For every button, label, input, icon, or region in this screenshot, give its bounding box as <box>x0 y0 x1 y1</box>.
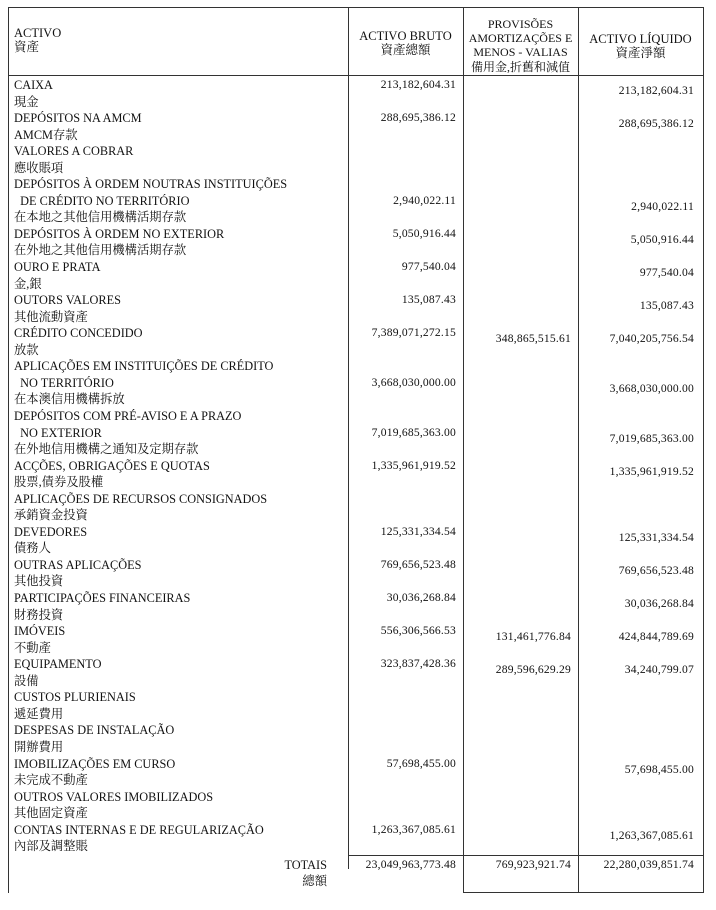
row-value-liquido: 213,182,604.31 <box>618 84 694 97</box>
table-row <box>8 722 704 755</box>
row-label-line: EQUIPAMENTO <box>14 657 102 672</box>
table-row <box>8 77 704 110</box>
row-label-line: 股票,債券及股權 <box>14 475 104 490</box>
table-row <box>8 789 704 822</box>
row-label-line: DE CRÉDITO NO TERRITÓRIO <box>14 193 190 208</box>
row-value-bruto: 556,306,566.53 <box>380 624 456 638</box>
header-bruto <box>348 29 463 57</box>
row-label-line: 不動產 <box>14 640 51 655</box>
row-value-bruto: 7,389,071,272.15 <box>371 326 456 340</box>
row-label-line: OURO E PRATA <box>14 260 101 275</box>
row-value-liquido: 288,695,386.12 <box>618 117 694 131</box>
row-value-bruto: 3,668,030,000.00 <box>371 375 456 389</box>
row-label <box>14 789 213 822</box>
table-row <box>8 491 704 524</box>
row-label-line: AMCM存款 <box>14 127 78 142</box>
row-label <box>14 822 264 855</box>
row-label-line: OUTROS VALORES IMOBILIZADOS <box>14 789 214 804</box>
table-row <box>8 292 704 325</box>
row-value-liquido: 1,263,367,085.61 <box>609 828 694 842</box>
row-label-line: 其他流動資產 <box>14 309 88 324</box>
row-label <box>14 77 53 110</box>
row-label-line: IMÓVEIS <box>14 624 66 639</box>
row-value-bruto: 288,695,386.12 <box>380 111 456 125</box>
row-label-line: OUTORS VALORES <box>14 293 121 308</box>
row-label-line: APLICAÇÕES DE RECURSOS CONSIGNADOS <box>14 491 268 506</box>
row-label-line: 其他固定資產 <box>14 806 88 821</box>
row-label <box>14 408 241 458</box>
row-value-liquido: 30,036,268.84 <box>624 597 694 611</box>
table-row <box>8 623 704 656</box>
totals-label <box>284 857 327 889</box>
row-label-line: 承銷資金投資 <box>14 508 88 523</box>
totals-liquido: 22,280,039,851.74 <box>603 858 694 871</box>
row-label <box>14 143 133 176</box>
table-row <box>8 358 704 408</box>
row-value-bruto: 7,019,685,363.00 <box>371 425 456 439</box>
row-value-provisoes: 289,596,629.29 <box>495 663 571 677</box>
row-value-liquido: 2,940,022.11 <box>631 199 694 213</box>
row-label-line: CONTAS INTERNAS E DE REGULARIZAÇÃO <box>14 822 264 837</box>
row-label-line: ACÇÕES, OBRIGAÇÕES E QUOTAS <box>14 458 210 473</box>
row-value-liquido: 424,844,789.69 <box>618 630 694 644</box>
header-prov-label-zh: 備用金,折舊和減值 <box>470 60 570 74</box>
header-liquido <box>578 32 703 60</box>
row-label-line: 其他投資 <box>14 574 64 589</box>
header-activo-label: ACTIVO <box>14 26 62 40</box>
row-label-line: 設備 <box>14 673 39 688</box>
row-value-liquido: 7,040,205,756.54 <box>609 332 694 346</box>
row-value-liquido: 769,656,523.48 <box>618 563 694 577</box>
row-value-bruto: 213,182,604.31 <box>380 78 456 91</box>
row-label <box>14 689 136 722</box>
row-label-line: 開辦費用 <box>14 739 64 754</box>
row-value-bruto: 1,263,367,085.61 <box>371 822 456 836</box>
row-label-line: 現金 <box>14 94 39 109</box>
table-border-bottom <box>463 892 704 893</box>
row-value-bruto: 1,335,961,919.52 <box>371 458 456 472</box>
row-value-bruto: 323,837,428.36 <box>380 657 456 671</box>
header-liquido-label-zh: 資產淨額 <box>615 46 666 60</box>
totals-divider <box>348 855 704 856</box>
row-label-line: DESPESAS DE INSTALAÇÃO <box>14 723 175 738</box>
row-value-bruto: 125,331,334.54 <box>380 524 456 538</box>
row-label <box>14 325 143 358</box>
row-label-line: CUSTOS PLURIENAIS <box>14 690 136 705</box>
row-label-line: VALORES A COBRAR <box>14 144 134 159</box>
row-label-line: 應收賬項 <box>14 160 64 175</box>
row-value-liquido: 34,240,799.07 <box>624 663 694 677</box>
row-label-line: OUTRAS APLICAÇÕES <box>14 557 142 572</box>
table-row <box>8 226 704 259</box>
row-label-line: 遞延費用 <box>14 706 64 721</box>
row-label <box>14 110 142 143</box>
table-row <box>8 822 704 855</box>
row-label-line: 內部及調整賬 <box>14 839 88 854</box>
totals-bruto: 23,049,963,773.48 <box>365 858 456 871</box>
row-label-line: 債務人 <box>14 541 51 556</box>
table-row <box>8 176 704 226</box>
totals-provisoes: 769,923,921.74 <box>495 858 571 871</box>
row-value-bruto: 57,698,455.00 <box>386 756 456 770</box>
row-label <box>14 458 210 491</box>
header-provisoes <box>463 17 578 74</box>
row-value-liquido: 3,668,030,000.00 <box>609 381 694 395</box>
row-label-line: DEPÓSITOS À ORDEM NO EXTERIOR <box>14 226 225 241</box>
table-row <box>8 259 704 292</box>
row-label-line: DEVEDORES <box>14 524 88 539</box>
row-label <box>14 722 174 755</box>
header-bruto-label: ACTIVO BRUTO <box>359 29 452 43</box>
row-label <box>14 358 273 408</box>
table-row <box>8 408 704 458</box>
row-label-line: PARTICIPAÇÕES FINANCEIRAS <box>14 591 191 606</box>
totals-label-pt: TOTAIS <box>284 858 327 872</box>
row-label-line: DEPÓSITOS NA AMCM <box>14 111 142 126</box>
row-label <box>14 656 101 689</box>
row-label-line: 在本澳信用機構拆放 <box>14 392 125 407</box>
row-label-line: 在外地之其他信用機構活期存款 <box>14 243 187 258</box>
row-value-liquido: 125,331,334.54 <box>618 530 694 544</box>
table-row <box>8 656 704 689</box>
row-label <box>14 623 65 656</box>
row-label-line: DEPÓSITOS À ORDEM NOUTRAS INSTITUIÇÕES <box>14 177 288 192</box>
table-row <box>8 458 704 491</box>
table-row <box>8 325 704 358</box>
totals-label-zh: 總額 <box>302 874 327 888</box>
row-label-line: NO TERRITÓRIO <box>14 375 114 390</box>
header-prov-line3: MENOS - VALIAS <box>473 45 568 59</box>
header-activo <box>14 26 61 54</box>
table-row <box>8 689 704 722</box>
row-value-bruto: 2,940,022.11 <box>393 193 456 207</box>
row-label <box>14 259 100 292</box>
table-row <box>8 557 704 590</box>
balance-sheet-table <box>8 7 704 893</box>
row-value-bruto: 135,087.43 <box>401 293 456 307</box>
row-value-liquido: 135,087.43 <box>639 299 694 313</box>
row-value-provisoes: 131,461,776.84 <box>495 630 571 644</box>
row-label <box>14 292 121 325</box>
row-value-liquido: 5,050,916.44 <box>630 232 694 246</box>
row-value-bruto: 769,656,523.48 <box>380 557 456 571</box>
row-value-bruto: 30,036,268.84 <box>386 591 456 605</box>
header-divider <box>8 75 704 76</box>
header-bruto-label-zh: 資產總額 <box>380 43 431 57</box>
row-label <box>14 524 87 557</box>
row-label-line: APLICAÇÕES EM INSTITUIÇÕES DE CRÉDITO <box>14 359 274 374</box>
row-value-liquido: 7,019,685,363.00 <box>609 431 694 445</box>
row-label <box>14 226 224 259</box>
row-label-line: 在外地信用機構之通知及定期存款 <box>14 442 199 457</box>
row-label <box>14 756 175 789</box>
table-border-top <box>8 7 704 8</box>
row-label-line: 未完成不動產 <box>14 773 88 788</box>
row-label-line: CAIXA <box>14 78 53 92</box>
row-label-line: DEPÓSITOS COM PRÉ-AVISO E A PRAZO <box>14 409 242 423</box>
row-value-provisoes: 348,865,515.61 <box>495 332 571 346</box>
table-row <box>8 143 704 176</box>
row-value-liquido: 1,335,961,919.52 <box>609 464 694 478</box>
row-label <box>14 491 267 524</box>
row-label-line: NO EXTERIOR <box>14 425 102 440</box>
row-label-line: 放款 <box>14 342 39 357</box>
row-label-line: 在本地之其他信用機構活期存款 <box>14 210 187 225</box>
row-label-line: CRÉDITO CONCEDIDO <box>14 326 143 341</box>
row-value-liquido: 977,540.04 <box>639 266 694 280</box>
table-row <box>8 756 704 789</box>
row-value-liquido: 57,698,455.00 <box>624 762 694 776</box>
table-row <box>8 590 704 623</box>
row-label-line: 金,銀 <box>14 276 42 291</box>
header-prov-line2: AMORTIZAÇÕES E <box>468 31 573 45</box>
table-row <box>8 524 704 557</box>
row-label <box>14 557 141 590</box>
header-activo-label-zh: 資產 <box>14 40 40 54</box>
header-prov-line1: PROVISÕES <box>487 17 554 31</box>
table-row <box>8 110 704 143</box>
row-value-bruto: 5,050,916.44 <box>392 226 456 240</box>
row-label <box>14 176 287 226</box>
header-liquido-label: ACTIVO LÍQUIDO <box>589 32 692 46</box>
row-label-line: IMOBILIZAÇÕES EM CURSO <box>14 756 176 771</box>
row-label <box>14 590 190 623</box>
row-label-line: 財務投資 <box>14 607 64 622</box>
row-value-bruto: 977,540.04 <box>401 260 456 274</box>
